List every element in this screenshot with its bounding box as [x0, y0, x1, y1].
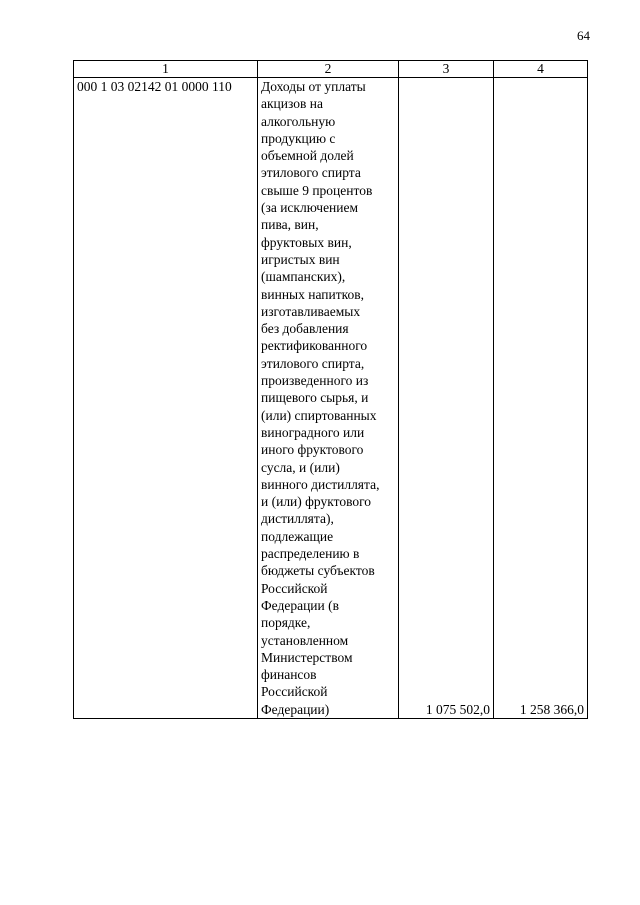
column-header-3: 3 [399, 61, 494, 78]
revenue-name-line: пива, вин, [261, 217, 319, 233]
revenue-name-line: Министерством [261, 649, 353, 665]
revenue-name-line: алкогольную [261, 113, 336, 129]
revenue-name-line: акцизов на [261, 96, 323, 112]
budget-code-cell: 000 1 03 02142 01 0000 110 [74, 78, 258, 719]
revenue-name-line: этилового спирта [261, 165, 361, 181]
revenue-name-line: произведенного из [261, 373, 369, 389]
column-header-1: 1 [74, 61, 258, 78]
revenue-name-line: установленном [261, 632, 349, 648]
budget-table [73, 60, 588, 719]
revenue-name-line: Российской [261, 580, 328, 596]
page-number: 64 [577, 28, 590, 43]
revenue-name-line: продукцию с [261, 130, 336, 146]
header-row [74, 61, 588, 78]
amount-column-3-cell: 1 075 502,0 [399, 78, 494, 719]
revenue-name-line: (шампанских), [261, 269, 346, 285]
revenue-name-line: распределению в [261, 546, 360, 562]
revenue-name-line: свыше 9 процентов [261, 182, 373, 198]
revenue-name-line: изготавливаемых [261, 303, 361, 319]
revenue-name-line: игристых вин [261, 251, 340, 267]
revenue-name-line: Доходы от уплаты [261, 79, 366, 94]
revenue-name-line: дистиллята), [261, 511, 334, 527]
revenue-name-line: бюджеты субъектов [261, 563, 375, 579]
column-header-2: 2 [258, 61, 399, 78]
amount-column-4-cell: 1 258 366,0 [494, 78, 588, 719]
revenue-name-line: сусла, и (или) [261, 459, 340, 475]
revenue-name-line: виноградного или [261, 424, 365, 440]
revenue-name-line: (за исключением [261, 200, 359, 216]
revenue-name-line: Федерации) [261, 701, 330, 717]
revenue-name-line: винного дистиллята, [261, 476, 380, 492]
revenue-name-line: ректификованного [261, 338, 368, 354]
revenue-name-cell [258, 78, 399, 719]
revenue-name-line: фруктовых вин, [261, 234, 352, 250]
revenue-name-line: пищевого сырья, и [261, 390, 369, 406]
revenue-name-line: (или) спиртованных [261, 407, 377, 423]
column-header-4: 4 [494, 61, 588, 78]
table-row [74, 78, 588, 719]
revenue-name-line: порядке, [261, 615, 311, 631]
revenue-name-line: финансов [261, 667, 317, 683]
revenue-name-line: Российской [261, 684, 328, 700]
revenue-name-line: иного фруктового [261, 442, 364, 458]
revenue-name-line: подлежащие [261, 528, 334, 544]
revenue-name-line: винных напитков, [261, 286, 365, 302]
revenue-name-line: без добавления [261, 321, 349, 337]
revenue-name-line: этилового спирта, [261, 355, 365, 371]
revenue-name-line: и (или) фруктового [261, 494, 372, 510]
revenue-name-line: объемной долей [261, 148, 354, 164]
revenue-name-line: Федерации (в [261, 597, 340, 613]
